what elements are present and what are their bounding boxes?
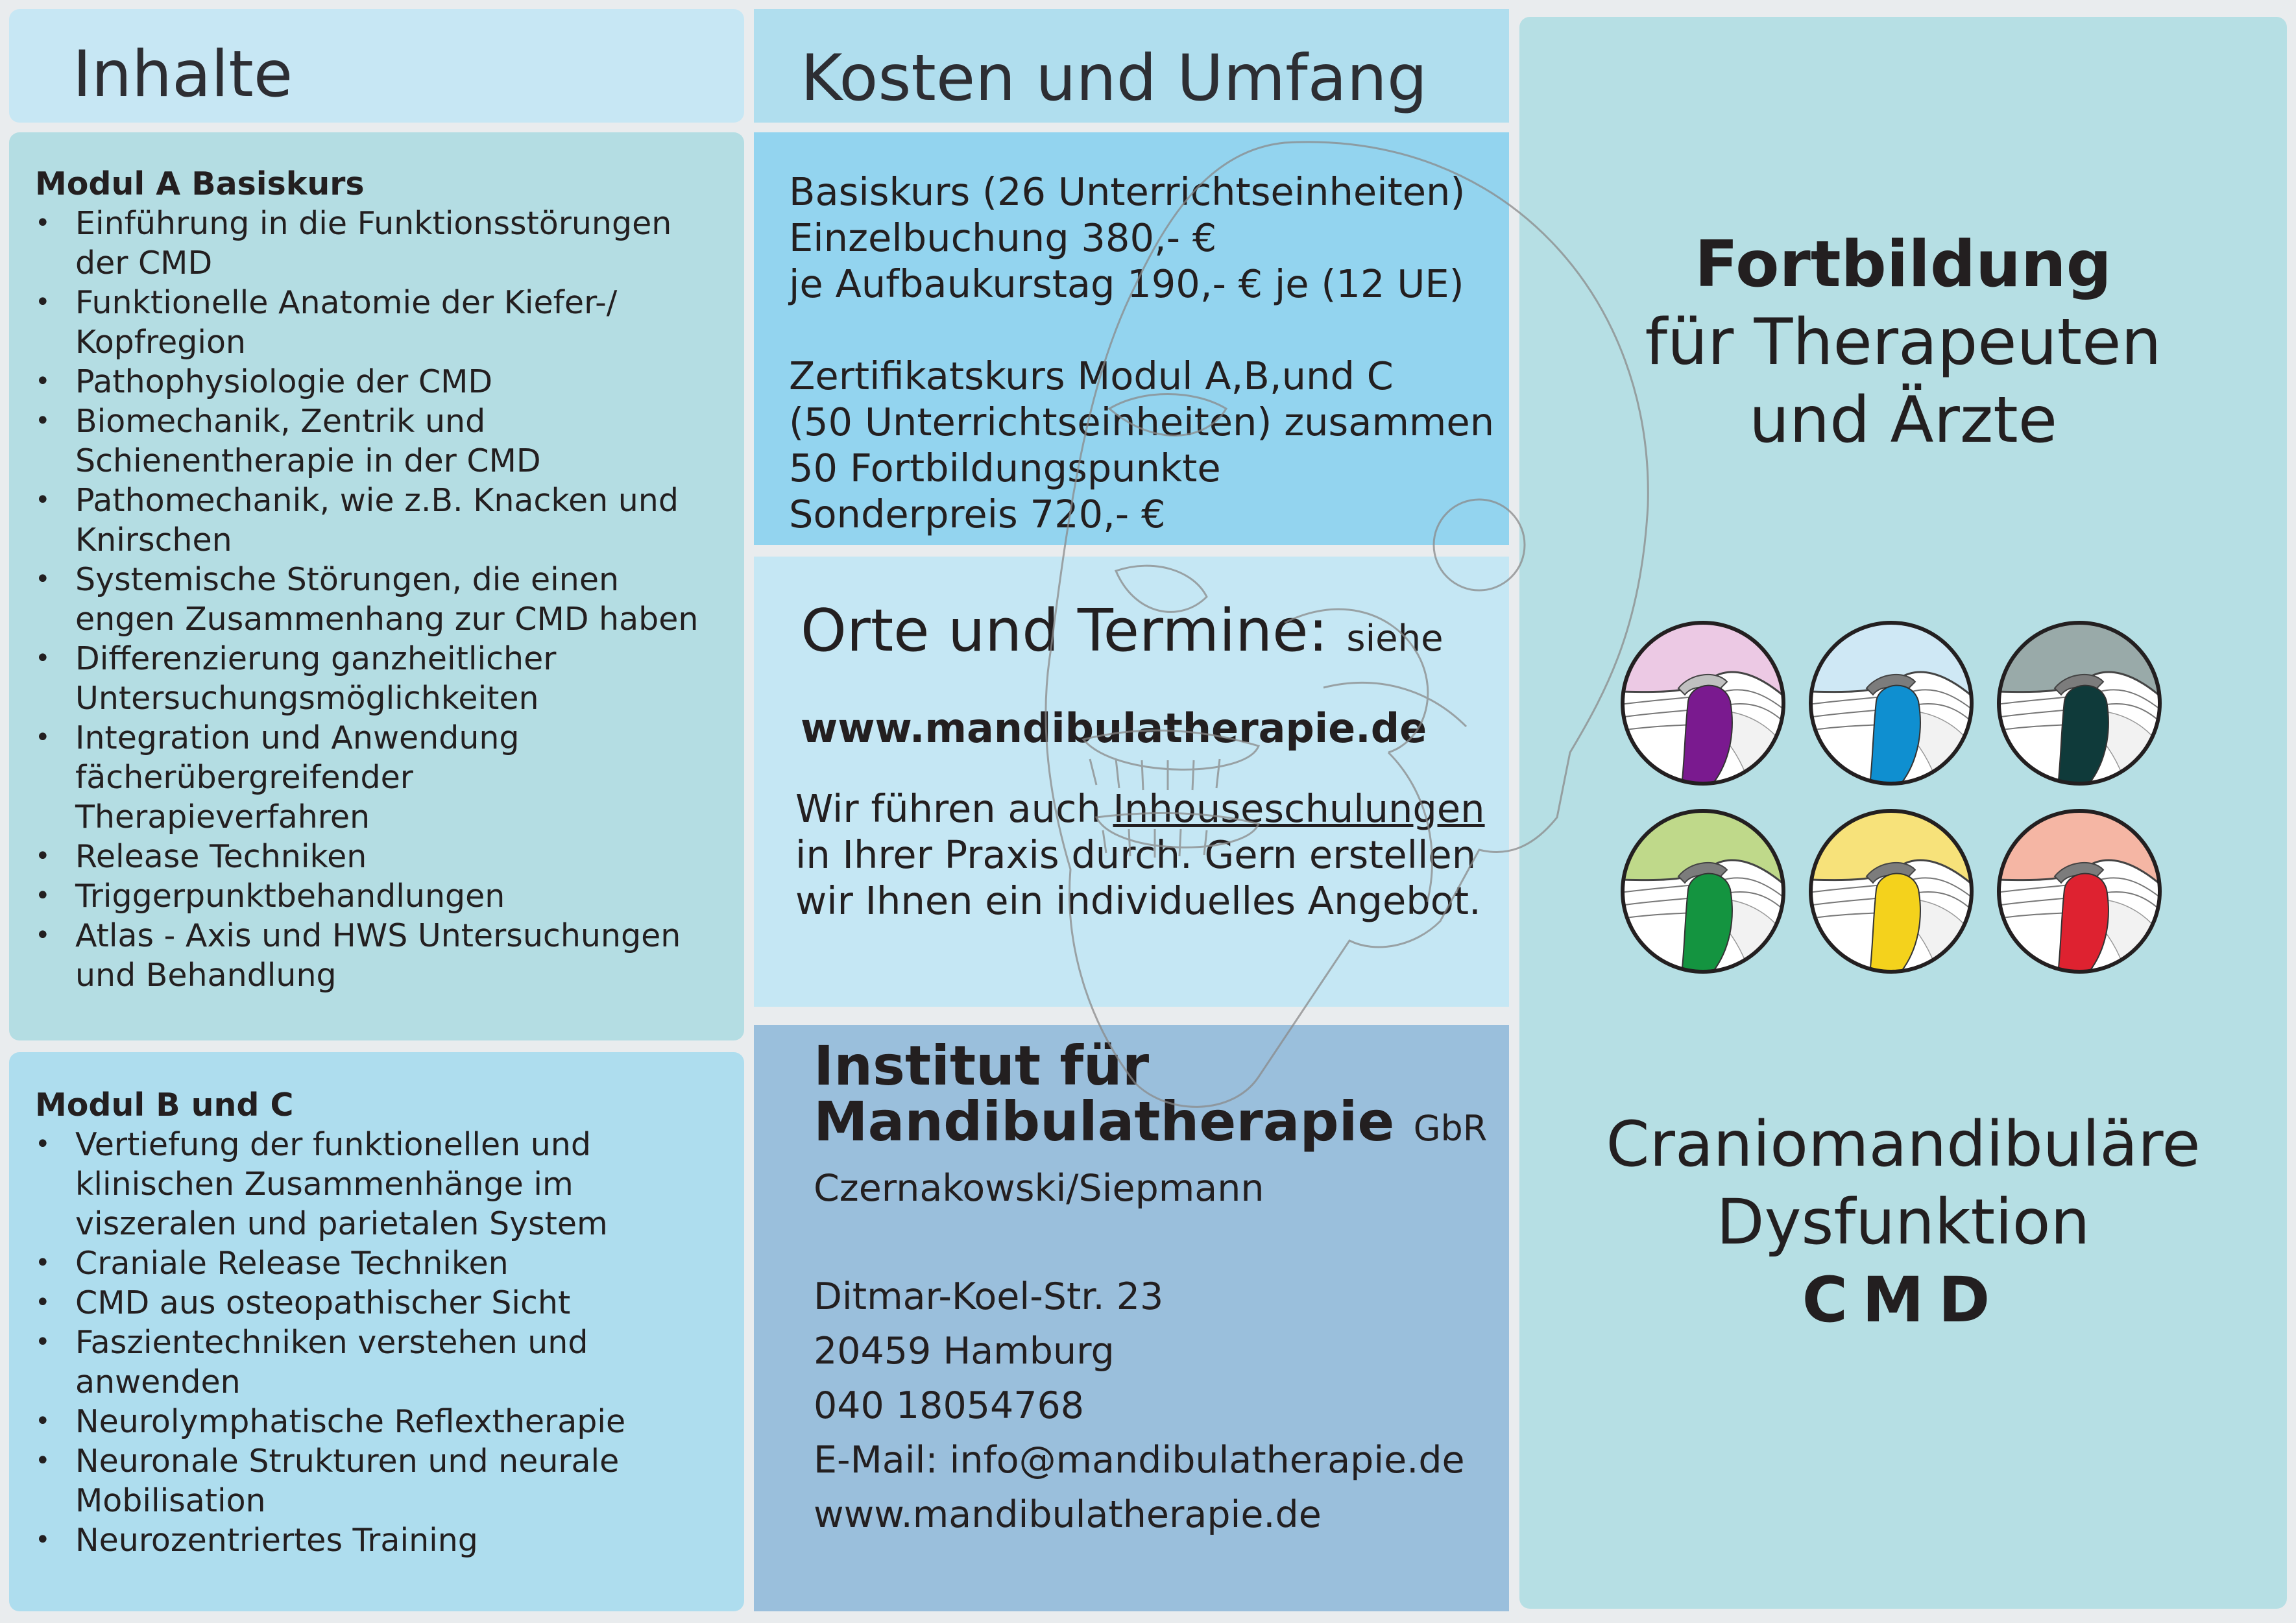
list-item-line: Schienentherapie in der CMD	[75, 442, 541, 479]
kosten-line: Sonderpreis 720,- €	[789, 492, 1166, 536]
list-item-line: klinischen Zusammenhänge im	[75, 1166, 574, 1203]
list-item	[35, 481, 718, 560]
modul-bc-title: Modul B und C	[35, 1087, 294, 1124]
jaw-joint-dark-icon	[1996, 620, 2162, 786]
address-city: 20459 Hamburg	[814, 1330, 1115, 1373]
list-item-line: Untersuchungsmöglichkeiten	[75, 680, 539, 717]
kosten-header	[754, 9, 1509, 123]
list-item-line: Therapieverfahren	[75, 799, 370, 836]
list-item-line: • Neurolymphatische Reflextherapie	[75, 1403, 626, 1440]
list-item-line: • Atlas - Axis und HWS Untersuchungen	[75, 917, 681, 954]
list-item-line: Kopfregion	[75, 324, 246, 361]
list-item-line: Knirschen	[75, 522, 232, 559]
modul-a-list	[35, 204, 718, 995]
list-item-line: • Pathomechanik, wie z.B. Knacken und	[75, 482, 679, 519]
inhouse-text	[795, 786, 1509, 924]
orte-title-suffix: siehe	[1346, 618, 1444, 660]
list-item-line: • CMD aus osteopathischer Sicht	[75, 1284, 571, 1321]
institut-name: Mandibulatherapie	[814, 1090, 1395, 1153]
inhalte-header	[9, 9, 744, 123]
cover-subtitle: für Therapeuten	[1645, 306, 2162, 379]
list-item	[35, 1521, 718, 1560]
list-item-line: fächerübergreifender	[75, 759, 413, 796]
jaw-joint-blue-icon	[1808, 620, 1974, 786]
modul-a-title: Modul A Basiskurs	[35, 165, 365, 202]
inhouse-text-line: in Ihrer Praxis durch. Gern erstellen	[795, 832, 1477, 877]
cmd-title-line2: Dysfunktion	[1716, 1186, 2090, 1258]
list-item-line: • Neuronale Strukturen und neurale	[75, 1443, 620, 1480]
list-item-line: • Systemische Störungen, die einen	[75, 561, 620, 598]
jaw-joint-red-icon	[1996, 808, 2162, 974]
list-item-line: • Neurozentriertes Training	[75, 1522, 478, 1559]
jaw-illustrations	[1620, 620, 2204, 983]
list-item	[35, 1283, 718, 1323]
kosten-body	[754, 132, 1509, 545]
list-item-line: • Vertiefung der funktionellen und	[75, 1126, 591, 1163]
list-item-line: der CMD	[75, 245, 213, 282]
list-item-line: engen Zusammenhang zur CMD haben	[75, 601, 699, 638]
kosten-line: Zertifikatskurs Modul A,B,und C	[789, 354, 1394, 398]
kosten-line: je Aufbaukurstag 190,- € je (12 UE)	[789, 261, 1464, 306]
inhalte-heading: Inhalte	[73, 38, 293, 112]
institut-name-line2	[814, 1090, 1509, 1157]
list-item-line: • Differenzierung ganzheitlicher	[75, 640, 557, 677]
list-item-line: viszeralen und parietalen System	[75, 1205, 608, 1242]
cmd-abbreviation: CMD	[1802, 1264, 2005, 1336]
jaw-joint-yellow-icon	[1808, 808, 1974, 974]
kosten-line: Basiskurs (26 Unterrichtseinheiten)	[789, 169, 1466, 214]
email-link[interactable]: E-Mail: info@mandibulatherapie.de	[814, 1439, 1465, 1482]
kosten-line: 50 Fortbildungspunkte	[789, 446, 1221, 490]
list-item	[35, 916, 718, 995]
kosten-line: (50 Unterrichtseinheiten) zusammen	[789, 400, 1495, 444]
list-item	[35, 204, 718, 283]
website-link[interactable]: www.mandibulatherapie.de	[801, 704, 1427, 752]
inhouse-text-line: wir Ihnen ein individuelles Angebot.	[795, 878, 1481, 923]
modul-bc-panel	[9, 1052, 744, 1611]
list-item	[35, 402, 718, 481]
list-item	[35, 1125, 718, 1244]
list-item-line: • Triggerpunktbehandlungen	[75, 878, 505, 915]
list-item-line: • Funktionelle Anatomie der Kiefer-/	[75, 284, 618, 321]
list-item-line: • Einführung in die Funktionsstörungen	[75, 205, 672, 242]
jaw-joint-green-icon	[1620, 808, 1786, 974]
list-item	[35, 560, 718, 639]
institut-panel	[754, 1025, 1509, 1611]
inhouse-link[interactable]: Inhouseschulungen	[1113, 786, 1485, 831]
orte-title	[801, 595, 1509, 675]
list-item-line: anwenden	[75, 1364, 241, 1401]
list-item	[35, 1402, 718, 1441]
list-item	[35, 876, 718, 916]
list-item	[35, 1441, 718, 1521]
web-link[interactable]: www.mandibulatherapie.de	[814, 1493, 1322, 1536]
list-item	[35, 837, 718, 876]
list-item-line: und Behandlung	[75, 957, 337, 994]
list-item-line: • Faszientechniken verstehen und	[75, 1324, 588, 1361]
modul-a-panel	[9, 132, 744, 1040]
orte-title-main: Orte und Termine:	[801, 597, 1328, 665]
cover-title: Fortbildung	[1695, 228, 2112, 302]
list-item	[35, 283, 718, 362]
list-item-line: • Biomechanik, Zentrik und	[75, 403, 486, 440]
list-item	[35, 1244, 718, 1283]
list-item	[35, 1323, 718, 1402]
list-item-line: • Release Techniken	[75, 838, 367, 875]
cover-subtitle: und Ärzte	[1748, 383, 2058, 457]
list-item-line: • Pathophysiologie der CMD	[75, 363, 493, 400]
kosten-heading: Kosten und Umfang	[801, 42, 1428, 115]
list-item-line: Mobilisation	[75, 1482, 266, 1519]
list-item	[35, 718, 718, 837]
institut-name-line1: Institut für	[814, 1034, 1150, 1098]
orte-panel	[754, 557, 1509, 1007]
modul-bc-list	[35, 1125, 718, 1560]
inhouse-text-pre: Wir führen auch	[795, 786, 1113, 831]
list-item	[35, 639, 718, 718]
address-street: Ditmar-Koel-Str. 23	[814, 1275, 1164, 1318]
address-block	[814, 1269, 1509, 1542]
cmd-title-line1: Craniomandibuläre	[1606, 1108, 2201, 1181]
list-item-line: • Craniale Release Techniken	[75, 1245, 509, 1282]
phone-number[interactable]: 040 18054768	[814, 1384, 1085, 1427]
institut-owners: Czernakowski/Siepmann	[814, 1167, 1264, 1210]
institut-legal-form: GbR	[1413, 1108, 1488, 1149]
list-item-line: • Integration und Anwendung	[75, 719, 520, 756]
jaw-joint-purple-icon	[1620, 620, 1786, 786]
list-item	[35, 362, 718, 402]
kosten-line: Einzelbuchung 380,- €	[789, 215, 1217, 260]
cover-panel	[1519, 17, 2287, 1609]
